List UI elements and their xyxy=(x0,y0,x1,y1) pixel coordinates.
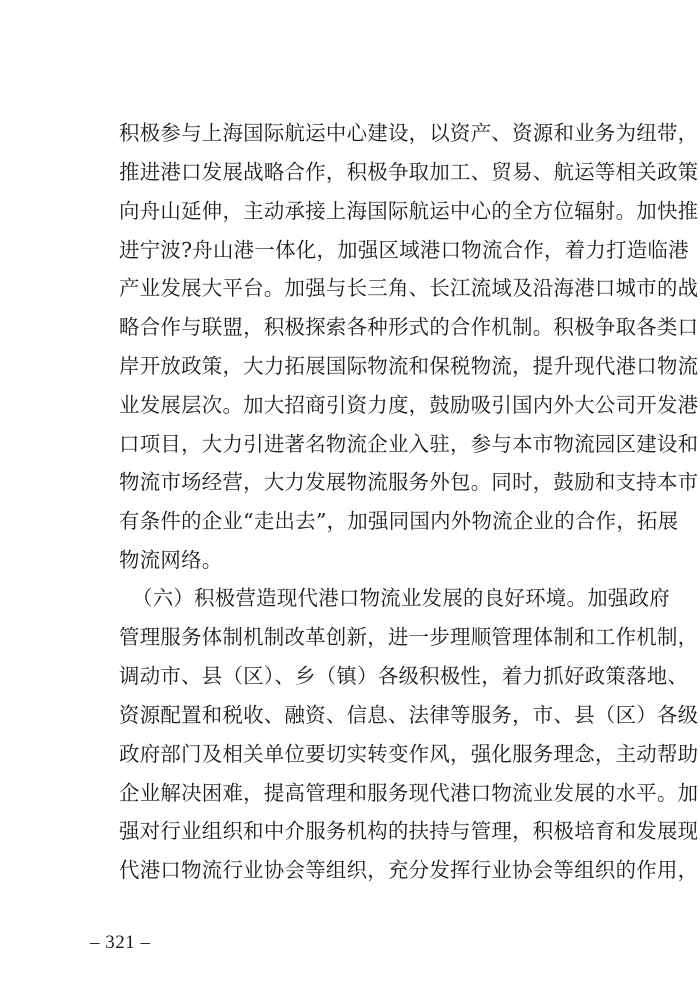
paragraph-heading-line: （六）积极营造现代港口物流业发展的良好环境。加强政府 xyxy=(132,586,670,610)
text-line: 强对行业组织和中介服务机构的扶持与管理，积极培育和发展现 xyxy=(119,819,699,843)
text-line: 积极参与上海国际航运中心建设，以资产、资源和业务为纽带， xyxy=(119,121,699,145)
text-line: 物流市场经营，大力发展物流服务外包。同时，鼓励和支持本市 xyxy=(119,470,699,494)
text-line: 资源配置和税收、融资、信息、法律等服务，市、县（区）各级 xyxy=(119,703,699,727)
text-line: 政府部门及相关单位要切实转变作风，强化服务理念，主动帮助 xyxy=(119,742,699,766)
page-number: – 321 – xyxy=(90,932,151,953)
text-line: 业发展层次。加大招商引资力度，鼓励吸引国内外大公司开发港 xyxy=(119,393,699,417)
text-line: 有条件的企业“走出去”，加强同国内外物流企业的合作，拓展 xyxy=(119,509,679,533)
text-line: 物流网络。 xyxy=(119,548,223,572)
text-line: 代港口物流行业协会等组织，充分发挥行业协会等组织的作用， xyxy=(119,858,699,882)
text-line: 管理服务体制机制改革创新，进一步理顺管理体制和工作机制， xyxy=(119,625,699,649)
text-line: 进宁波?舟山港一体化，加强区域港口物流合作，着力打造临港 xyxy=(119,238,689,262)
text-line: 推进港口发展战略合作，积极争取加工、贸易、航运等相关政策 xyxy=(119,160,699,184)
text-line: 岸开放政策，大力拓展国际物流和保税物流，提升现代港口物流 xyxy=(119,354,699,378)
text-line: 企业解决困难，提高管理和服务现代港口物流业发展的水平。加 xyxy=(119,781,699,805)
text-line: 产业发展大平台。加强与长三角、长江流域及沿海港口城市的战 xyxy=(119,276,699,300)
text-line: 向舟山延伸，主动承接上海国际航运中心的全方位辐射。加快推 xyxy=(119,199,699,223)
text-line: 调动市、县（区）、乡（镇）各级积极性，着力抓好政策落地、 xyxy=(119,664,689,688)
text-line: 略合作与联盟，积极探索各种形式的合作机制。积极争取各类口 xyxy=(119,315,699,339)
text-line: 口项目，大力引进著名物流企业入驻，参与本市物流园区建设和 xyxy=(119,432,699,456)
